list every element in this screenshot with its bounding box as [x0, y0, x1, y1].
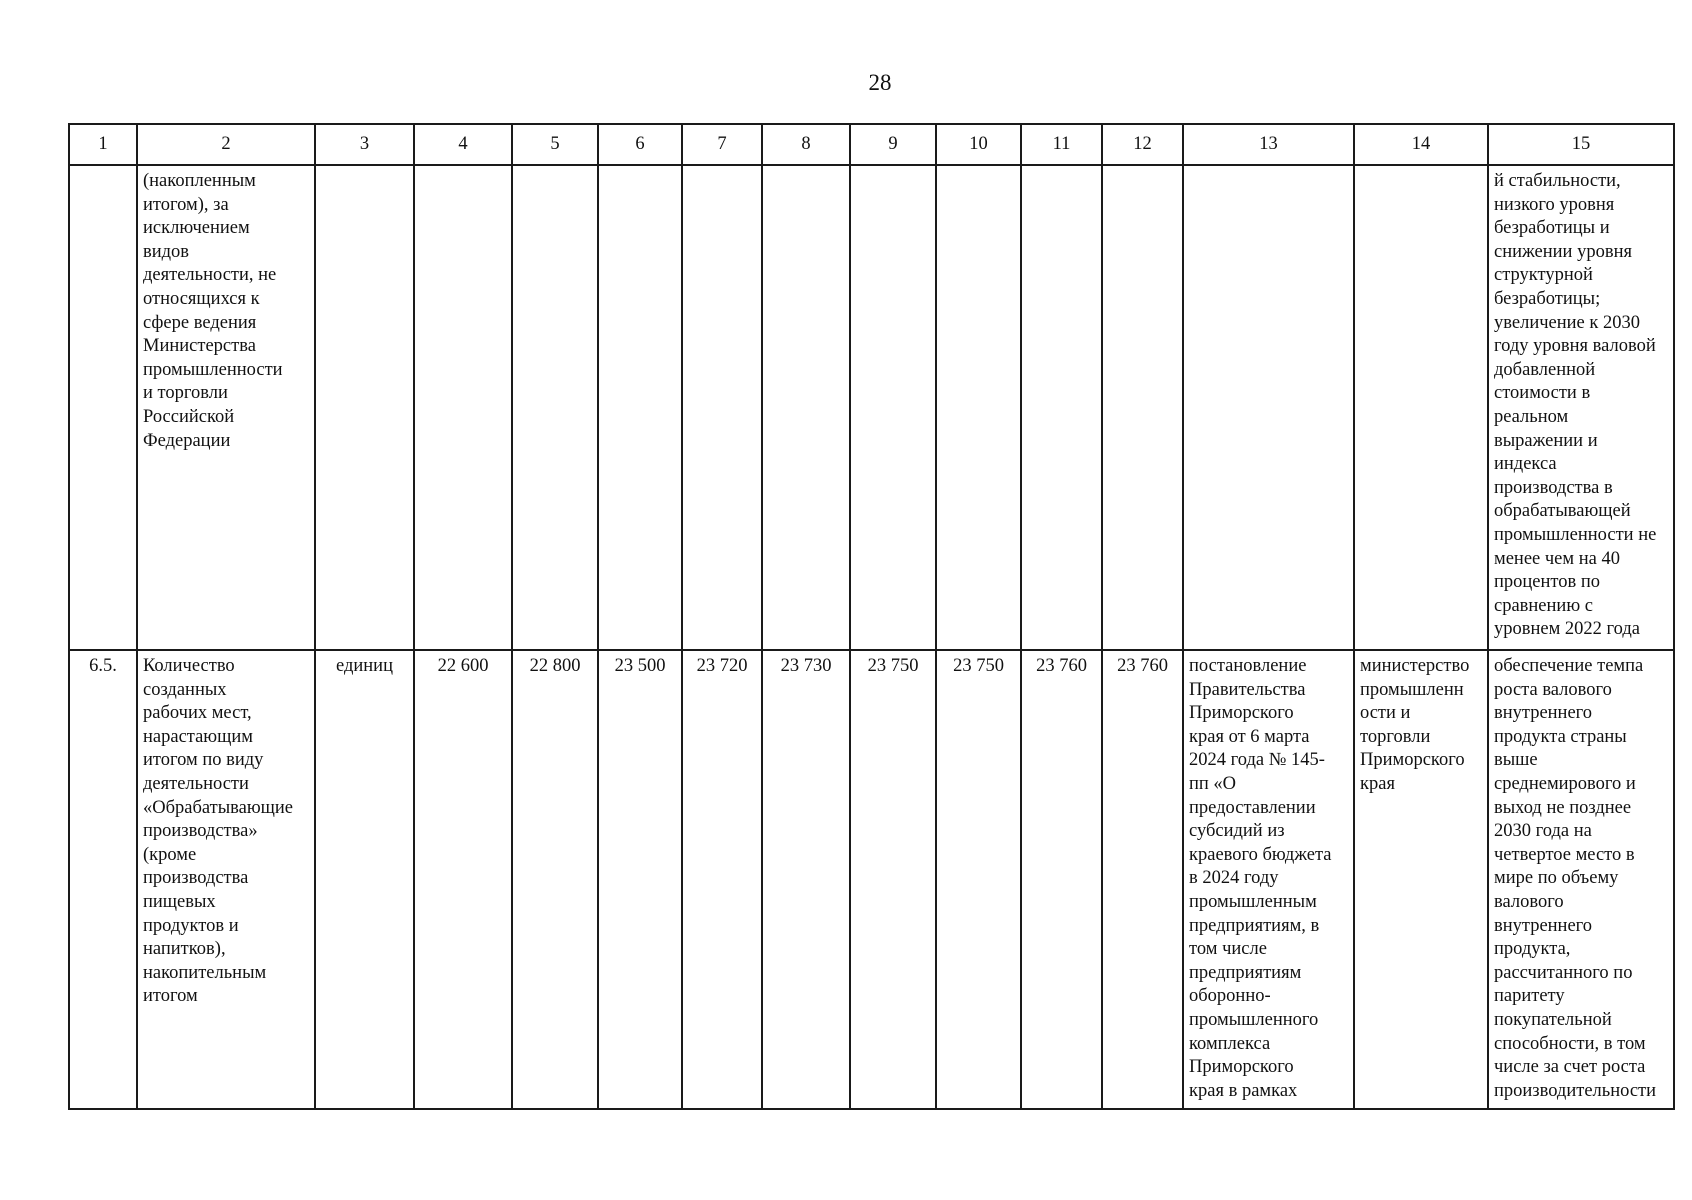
- column-header-5: 5: [512, 124, 598, 165]
- value-cell: 22 800: [512, 650, 598, 1109]
- value-cell: 23 730: [762, 650, 850, 1109]
- value-cell: 23 500: [598, 650, 682, 1109]
- value-cell: 23 760: [1021, 650, 1102, 1109]
- indicators-table: [68, 123, 1675, 1110]
- document-basis-cell: [1183, 165, 1354, 650]
- document-basis-cell: постановление Правительства Приморского края от 6 марта 2024 года № 145- пп «О предоставлении субсидий из краевого бюджета в 2024 году промышленным предприятиям, в том числе предприятиям оборонно- промышленного комплекса Приморского края в рамках: [1183, 650, 1354, 1109]
- column-header-6: 6: [598, 124, 682, 165]
- indicator-name-cell: (накопленным итогом), за исключением видов деятельности, не относящихся к сфере ведения Министерства промышленности и торговли Российской Федерации: [137, 165, 315, 650]
- row-number-cell: 6.5.: [69, 650, 137, 1109]
- column-header-11: 11: [1021, 124, 1102, 165]
- column-header-8: 8: [762, 124, 850, 165]
- value-cell: [1102, 165, 1183, 650]
- column-header-4: 4: [414, 124, 512, 165]
- responsible-agency-cell: министерство промышленн ости и торговли Приморского края: [1354, 650, 1488, 1109]
- value-cell: 23 750: [936, 650, 1021, 1109]
- table-row: [69, 165, 1674, 650]
- value-cell: [936, 165, 1021, 650]
- column-header-9: 9: [850, 124, 936, 165]
- value-cell: [762, 165, 850, 650]
- value-cell: 22 600: [414, 650, 512, 1109]
- table-row: [69, 650, 1674, 1109]
- national-goal-cell: обеспечение темпа роста валового внутреннего продукта страны выше среднемирового и выход не позднее 2030 года на четвертое место в мире по объему валового внутреннего продукта, рассчитанного по паритету покупательной способности, в том числе за счет роста производительности: [1488, 650, 1674, 1109]
- value-cell: [598, 165, 682, 650]
- column-header-14: 14: [1354, 124, 1488, 165]
- indicator-name-cell: Количество созданных рабочих мест, нарастающим итогом по виду деятельности «Обрабатывающие производства» (кроме производства пищевых продуктов и напитков), накопительным итогом: [137, 650, 315, 1109]
- column-header-15: 15: [1488, 124, 1674, 165]
- column-header-13: 13: [1183, 124, 1354, 165]
- national-goal-cell: й стабильности, низкого уровня безработицы и снижении уровня структурной безработицы; увеличение к 2030 году уровня валовой добавленной стоимости в реальном выражении и индекса производства в обрабатывающей промышленности не менее чем на 40 процентов по сравнению с уровнем 2022 года: [1488, 165, 1674, 650]
- value-cell: [1021, 165, 1102, 650]
- value-cell: 23 720: [682, 650, 762, 1109]
- column-header-12: 12: [1102, 124, 1183, 165]
- responsible-agency-cell: [1354, 165, 1488, 650]
- value-cell: [850, 165, 936, 650]
- value-cell: 23 750: [850, 650, 936, 1109]
- column-header-10: 10: [936, 124, 1021, 165]
- row-number-cell: [69, 165, 137, 650]
- column-header-1: 1: [69, 124, 137, 165]
- column-header-3: 3: [315, 124, 414, 165]
- unit-cell: единиц: [315, 650, 414, 1109]
- column-header-7: 7: [682, 124, 762, 165]
- value-cell: 23 760: [1102, 650, 1183, 1109]
- page-number: 28: [868, 70, 892, 95]
- value-cell: [682, 165, 762, 650]
- column-header-2: 2: [137, 124, 315, 165]
- value-cell: [512, 165, 598, 650]
- unit-cell: [315, 165, 414, 650]
- value-cell: [414, 165, 512, 650]
- table-header-row: [69, 124, 1674, 165]
